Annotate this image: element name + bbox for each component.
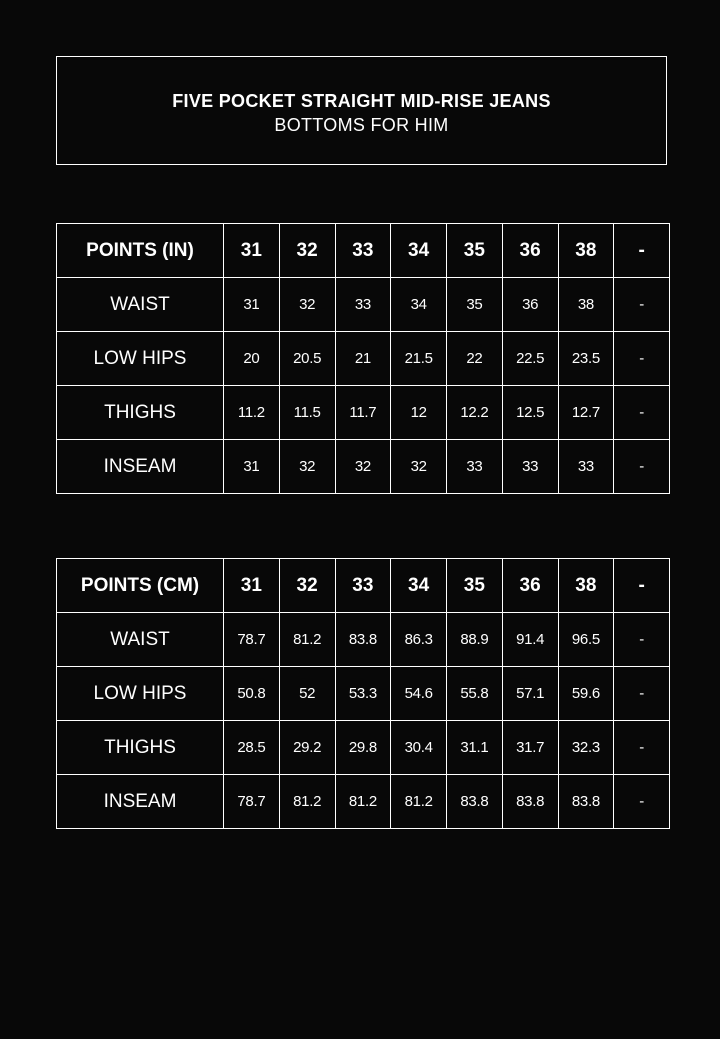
row-label: INSEAM	[57, 440, 224, 494]
table-cell: 52	[279, 667, 335, 721]
row-label: LOW HIPS	[57, 332, 224, 386]
table-cell: 83.8	[502, 775, 558, 829]
table-cell: 83.8	[558, 775, 614, 829]
size-header: 31	[224, 559, 280, 613]
table-header-row	[57, 224, 670, 278]
table-cell: 83.8	[447, 775, 503, 829]
size-header: 34	[391, 559, 447, 613]
size-header: 33	[335, 559, 391, 613]
table-cell: 53.3	[335, 667, 391, 721]
table-cell: 81.2	[279, 613, 335, 667]
table-cell: 33	[335, 278, 391, 332]
size-header: -	[614, 559, 670, 613]
table-cell: 11.5	[279, 386, 335, 440]
table-cell: 20	[224, 332, 280, 386]
table-cell: 11.7	[335, 386, 391, 440]
size-header: 33	[335, 224, 391, 278]
table-cell: 12.5	[502, 386, 558, 440]
table-cell: 33	[447, 440, 503, 494]
row-label: LOW HIPS	[57, 667, 224, 721]
row-label: INSEAM	[57, 775, 224, 829]
table-cell: 12	[391, 386, 447, 440]
table-cell: 32.3	[558, 721, 614, 775]
table-cell: -	[614, 613, 670, 667]
size-header: 32	[279, 559, 335, 613]
table-cell: 33	[502, 440, 558, 494]
table-cell: 31.7	[502, 721, 558, 775]
table-cell: 50.8	[224, 667, 280, 721]
table-cell: -	[614, 775, 670, 829]
table-row	[57, 721, 670, 775]
table-row	[57, 775, 670, 829]
table-cell: 20.5	[279, 332, 335, 386]
size-header: 36	[502, 224, 558, 278]
table-cell: 28.5	[224, 721, 280, 775]
table-cell: -	[614, 278, 670, 332]
table-cell: 54.6	[391, 667, 447, 721]
size-table-inches	[56, 223, 670, 494]
table-cell: 91.4	[502, 613, 558, 667]
size-header: 38	[558, 559, 614, 613]
product-category: BOTTOMS FOR HIM	[274, 115, 449, 135]
points-header: POINTS (IN)	[57, 224, 224, 278]
table-cell: 78.7	[224, 613, 280, 667]
table-cell: 32	[279, 278, 335, 332]
table-cell: 34	[391, 278, 447, 332]
table-cell: 12.7	[558, 386, 614, 440]
product-title: FIVE POCKET STRAIGHT MID-RISE JEANS	[172, 91, 551, 111]
size-header: 34	[391, 224, 447, 278]
size-header: 35	[447, 559, 503, 613]
row-label: WAIST	[57, 278, 224, 332]
table-row	[57, 667, 670, 721]
table-cell: 86.3	[391, 613, 447, 667]
table-cell: 22.5	[502, 332, 558, 386]
table-cell: 21.5	[391, 332, 447, 386]
table-cell: 57.1	[502, 667, 558, 721]
table-cell: 12.2	[447, 386, 503, 440]
table-row	[57, 278, 670, 332]
table-cell: -	[614, 721, 670, 775]
table-cell: 31.1	[447, 721, 503, 775]
table-row	[57, 386, 670, 440]
table-cell: -	[614, 386, 670, 440]
points-header: POINTS (CM)	[57, 559, 224, 613]
table-cell: 23.5	[558, 332, 614, 386]
table-cell: 31	[224, 440, 280, 494]
table-cell: -	[614, 667, 670, 721]
product-header	[56, 56, 667, 165]
table-cell: 33	[558, 440, 614, 494]
table-cell: 81.2	[391, 775, 447, 829]
table-cell: 55.8	[447, 667, 503, 721]
row-label: THIGHS	[57, 386, 224, 440]
table-cell: 88.9	[447, 613, 503, 667]
table-cell: 21	[335, 332, 391, 386]
row-label: WAIST	[57, 613, 224, 667]
row-label: THIGHS	[57, 721, 224, 775]
table-cell: 11.2	[224, 386, 280, 440]
table-cell: 29.2	[279, 721, 335, 775]
size-header: 36	[502, 559, 558, 613]
table-cell: -	[614, 440, 670, 494]
table-cell: 78.7	[224, 775, 280, 829]
table-cell: 36	[502, 278, 558, 332]
table-cell: 32	[391, 440, 447, 494]
table-cell: -	[614, 332, 670, 386]
table-cell: 22	[447, 332, 503, 386]
table-cell: 29.8	[335, 721, 391, 775]
table-row	[57, 440, 670, 494]
size-header: 38	[558, 224, 614, 278]
table-header-row	[57, 559, 670, 613]
size-header: 31	[224, 224, 280, 278]
table-cell: 59.6	[558, 667, 614, 721]
table-row	[57, 613, 670, 667]
table-cell: 35	[447, 278, 503, 332]
table-row	[57, 332, 670, 386]
size-table-centimeters	[56, 558, 670, 829]
table-cell: 81.2	[279, 775, 335, 829]
table-cell: 30.4	[391, 721, 447, 775]
table-cell: 32	[279, 440, 335, 494]
table-cell: 32	[335, 440, 391, 494]
size-header: 32	[279, 224, 335, 278]
table-cell: 38	[558, 278, 614, 332]
size-header: 35	[447, 224, 503, 278]
table-cell: 96.5	[558, 613, 614, 667]
table-cell: 81.2	[335, 775, 391, 829]
table-cell: 31	[224, 278, 280, 332]
size-header: -	[614, 224, 670, 278]
table-cell: 83.8	[335, 613, 391, 667]
